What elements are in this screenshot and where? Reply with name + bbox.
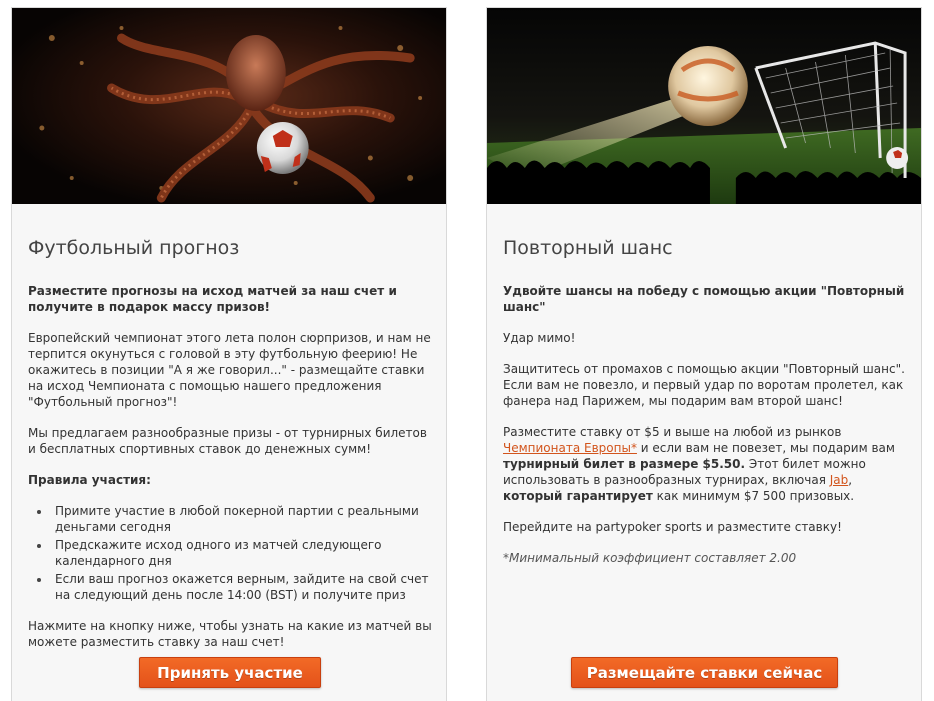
card-paragraph: Мы предлагаем разнообразные призы - от турнирных билетов и бесплатных спортивных ставок до денежных сумм! [28,426,427,456]
card-intro: Разместите прогнозы на исход матчей за наш счет и получите в подарок массу призов! [28,284,397,314]
offer-text: , [848,473,853,487]
jab-link[interactable]: Jab [829,473,849,487]
offer-highlight: который гарантирует [503,489,653,503]
card-paragraph: Перейдите на partypoker sports и разместите ставку! [503,520,842,534]
promo-banner-image-goal [487,8,921,204]
card-paragraph: Европейский чемпионат этого лета полон сюрпризов, и нам не терпится окунуться с головой в эту футбольную феерию! Не окажитесь в позиции "А я же говорил..." - размещайте ставки на исход Чемпионата с помощью нашего предложения "Футбольный прогноз"! [28,331,431,409]
card-paragraph-offer [503,424,911,504]
offer-text: и если вам не повезет, мы подарим вам [636,441,895,455]
footnote: *Минимальный коэффициент составляет 2.00 [503,551,797,565]
card-paragraph: Удар мимо! [503,331,576,345]
card-body [28,283,436,665]
card-title: Повторный шанс [503,237,673,259]
card-paragraph: Защититесь от промахов с помощью акции "Повторный шанс". Если вам не повезло, и первый удар по воротам пролетел, как фанера над Парижем, мы подарим вам второй шанс! [503,362,905,408]
list-item [28,571,436,603]
euro-championship-link[interactable]: Чемпионата Европы* [503,441,637,455]
offer-text: Этот билет можно использовать в разнообразных турнирах, включая [503,457,866,487]
list-item [28,503,436,535]
card-title: Футбольный прогноз [28,237,240,259]
bullet-icon [37,578,41,582]
rules-list [28,503,436,603]
rules-heading: Правила участия: [28,473,151,487]
promo-card-second-chance [486,7,922,701]
card-intro: Удвойте шансы на победу с помощью акции "Повторный шанс" [503,284,905,314]
card-body [503,283,911,581]
bullet-icon [37,544,41,548]
octopus-football-illustration [12,8,446,204]
list-item-text: Примите участие в любой покерной партии с реальными деньгами сегодня [55,504,419,534]
list-item [28,537,436,569]
promo-banner-image-octopus [12,8,446,204]
soccer-goal-illustration [487,8,921,204]
card-paragraph: Нажмите на кнопку ниже, чтобы узнать на какие из матчей вы можете разместить ставку за наш счет! [28,619,432,649]
offer-text: как минимум $7 500 призовых. [652,489,855,503]
join-button[interactable]: Принять участие [139,657,321,688]
offer-text: Разместите ставку от $5 и выше на любой из рынков [503,425,842,439]
promo-card-football-forecast [11,7,447,701]
bullet-icon [37,510,41,514]
offer-highlight: турнирный билет в размере $5.50. [503,457,746,471]
list-item-text: Предскажите исход одного из матчей следующего календарного дня [55,538,382,568]
list-item-text: Если ваш прогноз окажется верным, зайдите на свой счет на следующий день после 14:00 (BST) и получите приз [55,572,429,602]
place-bets-button[interactable]: Размещайте ставки сейчас [571,657,838,688]
